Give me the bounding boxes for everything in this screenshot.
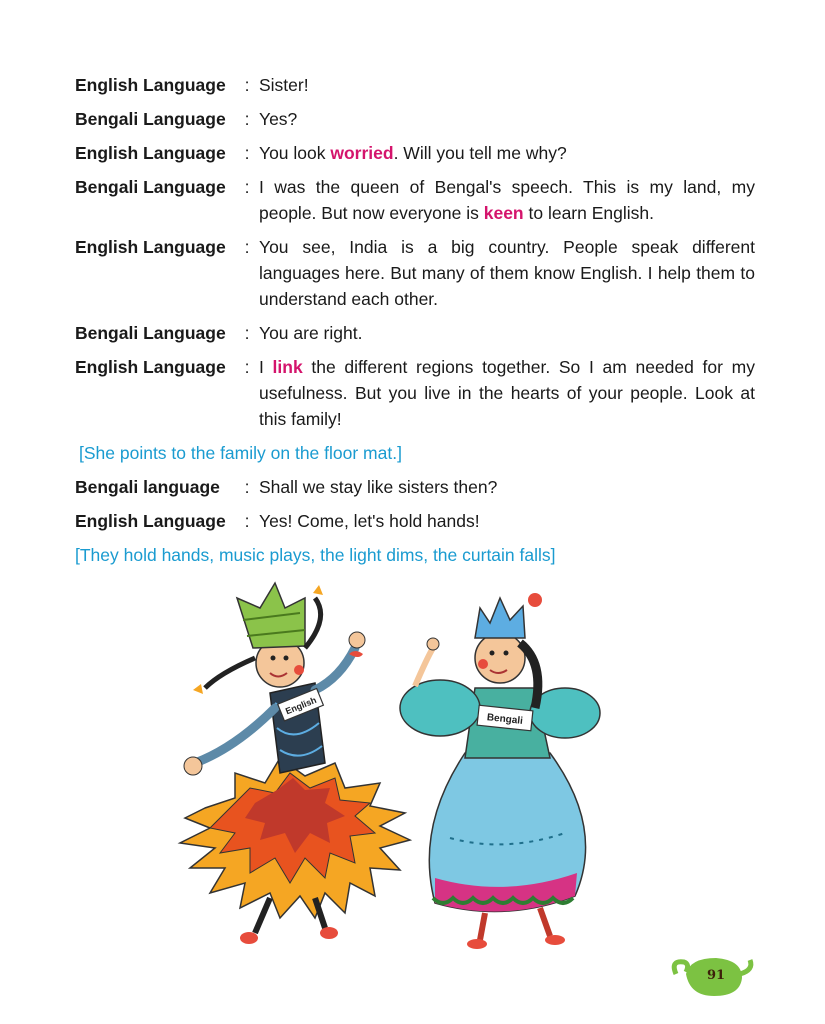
- colon-separator: :: [244, 109, 250, 129]
- english-character: [180, 583, 410, 944]
- speech-text: [259, 508, 755, 534]
- stage-direction: [They hold hands, music plays, the light dims, the curtain falls]: [75, 545, 556, 565]
- speech-text: [259, 320, 755, 346]
- speech-segment: You look: [259, 143, 331, 163]
- speech-segment: Shall we stay like sisters then?: [259, 477, 498, 497]
- speech-segment: I was the queen of Bengal's speech. This is my land, my people. But now everyone is: [259, 177, 755, 223]
- english-badge: English: [283, 694, 318, 717]
- speaker-label: English Language: [75, 357, 226, 377]
- speech-text: [259, 72, 755, 98]
- page-number: 91: [706, 968, 726, 983]
- speaker-label: Bengali Language: [75, 177, 226, 197]
- speaker-label: English Language: [75, 511, 226, 531]
- dialogue-block: [75, 72, 755, 576]
- colon-separator: :: [244, 143, 250, 163]
- colon-separator: :: [244, 511, 250, 531]
- dialogue-line: [75, 106, 755, 132]
- speaker-label: Bengali language: [75, 477, 220, 497]
- illustration: [165, 578, 645, 958]
- speaker-label: English Language: [75, 237, 226, 257]
- stage-direction: [She points to the family on the floor mat.]: [79, 443, 402, 463]
- speech-segment: You are right.: [259, 323, 363, 343]
- speech-segment: You see, India is a big country. People speak different languages here. But many of them know English. I help them to understand each other.: [259, 237, 755, 309]
- dialogue-line: [75, 354, 755, 432]
- speech-text: [259, 140, 755, 166]
- dialogue-line: [75, 72, 755, 98]
- speech-segment: Yes?: [259, 109, 298, 129]
- bengali-character: [400, 593, 600, 949]
- speaker-label: English Language: [75, 75, 226, 95]
- dialogue-line: [75, 474, 755, 500]
- dialogue-line: [75, 174, 755, 226]
- speech-segment: . Will you tell me why?: [393, 143, 567, 163]
- dialogue-line: [75, 320, 755, 346]
- colon-separator: :: [244, 177, 250, 197]
- dialogue-line: [75, 140, 755, 166]
- colon-separator: :: [244, 357, 250, 377]
- bengali-badge: Bengali: [486, 712, 524, 727]
- vocabulary-word: keen: [483, 203, 524, 223]
- speech-text: [259, 106, 755, 132]
- colon-separator: :: [244, 237, 250, 257]
- speech-text: [259, 174, 755, 226]
- page-number-badge: [668, 952, 758, 1002]
- dialogue-line: [75, 508, 755, 534]
- speech-segment: to learn English.: [523, 203, 654, 223]
- colon-separator: :: [244, 477, 250, 497]
- speech-text: [259, 474, 755, 500]
- speech-segment: I: [259, 357, 273, 377]
- speech-segment: Yes! Come, let's hold hands!: [259, 511, 480, 531]
- vocabulary-word: worried: [330, 143, 394, 163]
- speaker-label: Bengali Language: [75, 323, 226, 343]
- speech-segment: the different regions together. So I am needed for my usefulness. But you live in the hearts of your people. Look at this family!: [259, 357, 755, 429]
- colon-separator: :: [244, 75, 250, 95]
- speech-text: [259, 234, 755, 312]
- vocabulary-word: link: [272, 357, 303, 377]
- colon-separator: :: [244, 323, 250, 343]
- speaker-label: Bengali Language: [75, 109, 226, 129]
- speaker-label: English Language: [75, 143, 226, 163]
- speech-text: [259, 354, 755, 432]
- speech-segment: Sister!: [259, 75, 309, 95]
- dialogue-line: [75, 234, 755, 312]
